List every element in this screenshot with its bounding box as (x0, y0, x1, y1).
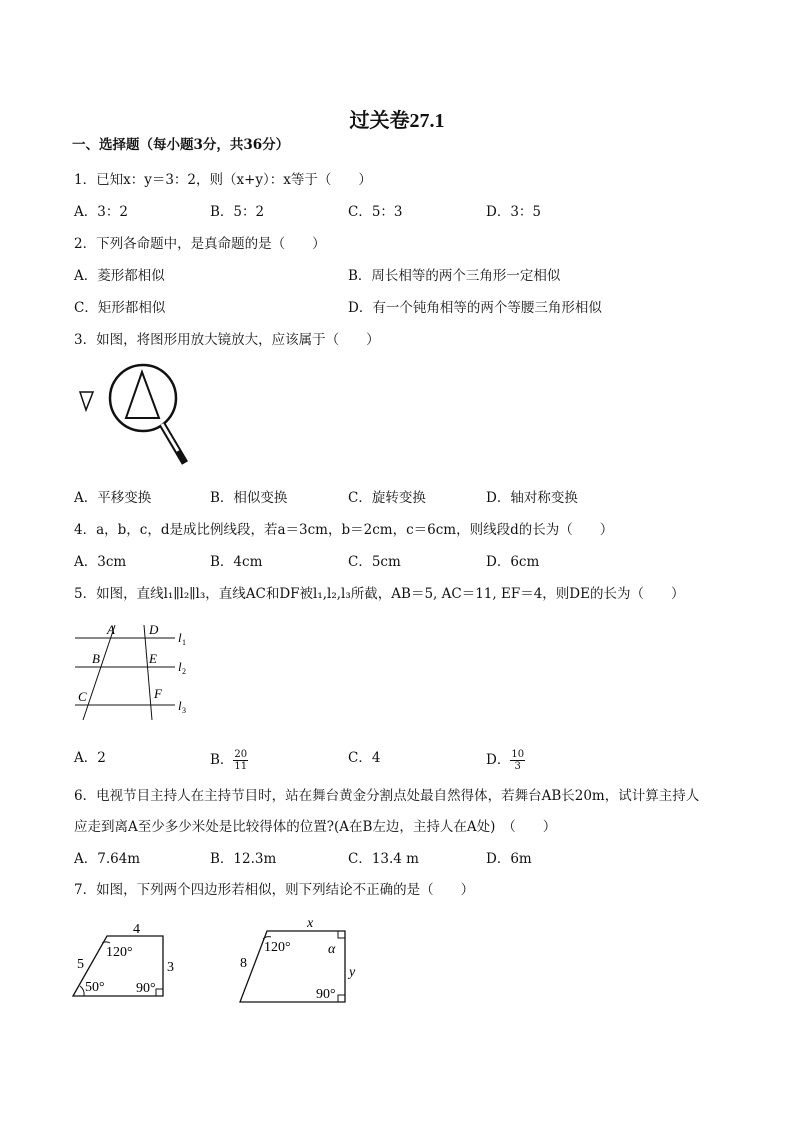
label-a: A (107, 622, 115, 637)
question-3-stem: 3．如图，将图形用放大镜放大，应该属于（ ） (74, 332, 380, 348)
question-6-stem-line2: 应走到离A至少多少米处是比较得体的位置?(A在B左边，主持人在A处) （ ） (74, 819, 557, 835)
q4-option-d: D．6cm (486, 554, 540, 570)
question-2-stem: 2．下列各命题中，是真命题的是（ ） (74, 236, 326, 252)
q5-b-denominator: 11 (234, 761, 248, 772)
question-7-stem: 7．如图，下列两个四边形若相似，则下列结论不正确的是（ ） (74, 882, 475, 898)
q6-option-c: C．13.4 m (348, 851, 419, 867)
quad1-angle-bottom-left: 50° (85, 980, 105, 995)
label-c: C (78, 689, 87, 704)
q3-option-b: B．相似变换 (210, 490, 288, 506)
magnifier-handle-highlight (162, 424, 178, 451)
q2-option-b: B．周长相等的两个三角形一定相似 (348, 268, 561, 284)
q5-d-denominator: 3 (514, 761, 521, 772)
quad1-right-label: 3 (167, 960, 174, 975)
label-l2: l (178, 659, 182, 674)
label-l3: l (178, 698, 182, 713)
q5-option-b-fraction (233, 749, 248, 772)
label-b: B (92, 651, 100, 666)
q3-option-d: D．轴对称变换 (486, 490, 578, 506)
magnifier-figure (70, 360, 200, 475)
quad1-angle-top: 120° (106, 945, 133, 960)
quadrilateral-2-figure (236, 914, 366, 1006)
quad2-left-label: 8 (240, 956, 247, 971)
quad1-left-label: 5 (77, 957, 84, 972)
quad2-top-label: x (307, 916, 314, 931)
label-e: E (149, 651, 157, 666)
q6-option-d: D．6m (486, 851, 532, 867)
label-l2-sub: 2 (182, 667, 186, 676)
quad1-bottom-arc (80, 986, 84, 996)
quad1-top-arc (102, 942, 110, 943)
label-d: D (149, 622, 159, 637)
page-title: 过关卷27.1 (349, 110, 445, 132)
q1-option-d: D．3：5 (486, 204, 542, 220)
transversal-df (144, 625, 152, 720)
label-l1: l (178, 630, 182, 645)
question-5-stem: 5．如图，直线l₁∥l₂∥l₃，直线AC和DF被l₁,l₂,l₃所截，AB＝5, AC＝11, EF＝4，则DE的长为（ ） (74, 586, 685, 602)
quad2-top-right-mark (338, 931, 345, 938)
quad1-angle-bottom-right: 90° (136, 981, 156, 996)
quad1-top-label: 4 (133, 922, 140, 937)
transversal-ac (83, 625, 115, 720)
question-4-stem: 4．a，b，c，d是成比例线段，若a＝3cm，b＝2cm，c＝6cm，则线段d的长为（ ） (74, 522, 614, 538)
magnified-triangle (126, 372, 159, 418)
small-triangle (80, 392, 93, 410)
q5-option-b-label: B． (210, 752, 234, 768)
quad2-angle-bottom-right: 90° (316, 987, 336, 1002)
quadrilateral-1-figure (70, 918, 190, 1003)
q5-d-numerator: 10 (511, 749, 525, 760)
question-6-stem-line1: 6．电视节目主持人在主持节目时，站在舞台黄金分割点处最自然得体，若舞台AB长20m，试计算主持人 (74, 788, 700, 804)
q1-option-c: C．5：3 (348, 204, 403, 220)
q5-option-b (210, 749, 248, 772)
q3-option-a: A．平移变换 (74, 490, 152, 506)
q1-option-a: A．3：2 (74, 204, 128, 220)
q5-option-d (486, 749, 525, 772)
q5-option-d-label: D． (486, 752, 511, 768)
q5-option-a: A．2 (74, 750, 106, 766)
q6-option-b: B．12.3m (210, 851, 277, 867)
quad1-right-angle (156, 989, 163, 996)
quad2-right-label: y (349, 965, 356, 980)
q4-option-c: C．5cm (348, 554, 401, 570)
q3-option-c: C．旋转变换 (348, 490, 426, 506)
quad2-angle-alpha: α (328, 942, 336, 957)
label-l3-sub: 3 (182, 706, 186, 715)
q4-option-b: B．4cm (210, 554, 263, 570)
question-1-stem: 1．已知x：y＝3：2，则（x+y）：x等于（ ） (74, 172, 372, 188)
label-f: F (154, 686, 162, 701)
quad2-angle-top: 120° (264, 940, 291, 955)
q5-b-numerator: 20 (234, 749, 248, 760)
quad2-right-angle (338, 995, 345, 1002)
q2-option-d: D．有一个钝角相等的两个等腰三角形相似 (348, 300, 602, 316)
q6-option-a: A．7.64m (74, 851, 141, 867)
q1-option-b: B．5：2 (210, 204, 265, 220)
parallel-lines-figure (70, 620, 200, 725)
label-l1-sub: 1 (182, 638, 186, 647)
q5-option-c: C．4 (348, 750, 381, 766)
q2-option-c: C．矩形都相似 (74, 300, 166, 316)
section-heading: 一、选择题（每小题3分，共36分） (72, 137, 290, 153)
q2-option-a: A．菱形都相似 (74, 268, 165, 284)
q5-option-d-fraction (510, 749, 525, 772)
q4-option-a: A．3cm (74, 554, 127, 570)
